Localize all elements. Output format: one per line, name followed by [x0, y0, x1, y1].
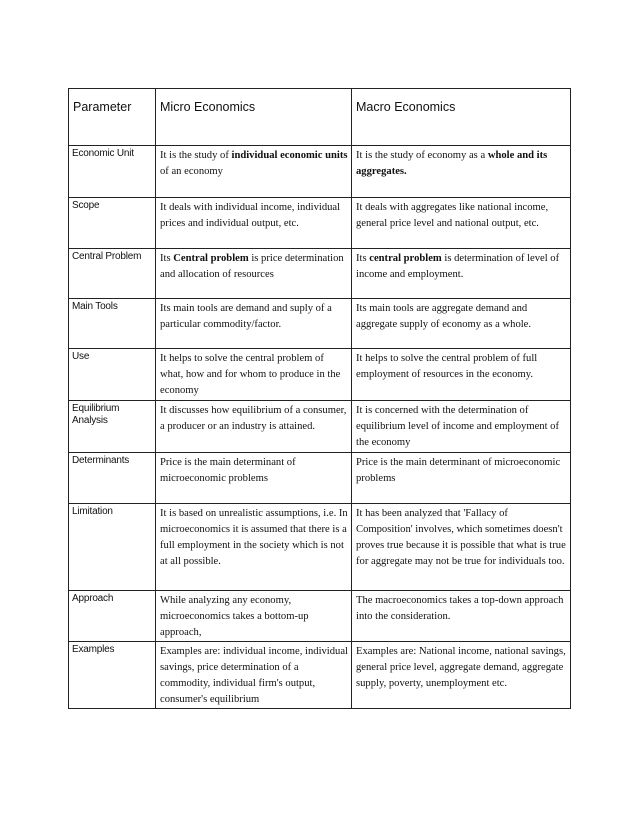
table-row — [69, 299, 571, 349]
cell-text: It is based on unrealistic assumptions, i.e. In microeconomics it is assumed that there is a full employment in the society which is not at all possible. — [160, 508, 348, 567]
micro-cell — [156, 349, 352, 401]
cell-text: Examples are: individual income, individual savings, price determination of a commodity, individual firm's output, consumer's equilibrium — [160, 646, 348, 705]
cell-text: It deals with aggregates like national income, general price level and national output, etc. — [356, 202, 549, 229]
cell-text: It is concerned with the determination of equilibrium level of income and employment of the economy — [356, 405, 559, 448]
macro-cell — [352, 453, 571, 504]
macro-cell — [352, 249, 571, 299]
parameter-cell: Economic Unit — [69, 146, 156, 198]
parameter-cell: Central Problem — [69, 249, 156, 299]
cell-text: Its main tools are demand and suply of a particular commodity/factor. — [160, 303, 332, 330]
cell-text: It is the study of — [160, 150, 232, 161]
macro-cell — [352, 146, 571, 198]
table-row — [69, 642, 571, 709]
macro-cell — [352, 504, 571, 591]
table-row — [69, 198, 571, 249]
cell-text: It helps to solve the central problem of what, how and for whom to produce in the economy — [160, 353, 341, 396]
parameter-cell: Determinants — [69, 453, 156, 504]
micro-cell — [156, 146, 352, 198]
micro-cell — [156, 299, 352, 349]
cell-text: Its main tools are aggregate demand and aggregate supply of economy as a whole. — [356, 303, 532, 330]
parameter-cell: Main Tools — [69, 299, 156, 349]
macro-cell — [352, 642, 571, 709]
micro-cell — [156, 453, 352, 504]
parameter-cell: Use — [69, 349, 156, 401]
micro-cell — [156, 198, 352, 249]
emphasis-text: whole and its aggregates. — [356, 150, 548, 177]
cell-text: It deals with individual income, individual prices and individual output, etc. — [160, 202, 341, 229]
cell-text: Examples are: National income, national savings, general price level, aggregate demand, aggregate supply, poverty, unemployment etc. — [356, 646, 566, 689]
cell-text: Its — [160, 253, 174, 264]
micro-cell — [156, 642, 352, 709]
cell-text: of an economy — [160, 166, 223, 177]
cell-text: Its — [356, 253, 370, 264]
macro-cell — [352, 401, 571, 453]
cell-text: It has been analyzed that 'Fallacy of Composition' involves, which sometimes doesn't proves true because it is possible that what is true for aggregate may not be true for individuals too. — [356, 508, 566, 567]
micro-cell — [156, 504, 352, 591]
header-row — [69, 89, 571, 146]
parameter-cell: Examples — [69, 642, 156, 709]
table-row — [69, 504, 571, 591]
table-row — [69, 349, 571, 401]
emphasis-text: individual economic units — [231, 150, 348, 161]
macro-cell — [352, 299, 571, 349]
table-row — [69, 453, 571, 504]
emphasis-text: Central problem — [173, 253, 249, 264]
table-row — [69, 249, 571, 299]
table-body — [69, 146, 571, 709]
macro-cell — [352, 349, 571, 401]
table-row — [69, 591, 571, 642]
emphasis-text: central problem — [369, 253, 442, 264]
cell-text: is price determination and allocation of resources — [160, 253, 344, 280]
micro-cell — [156, 249, 352, 299]
micro-cell — [156, 591, 352, 642]
cell-text: It is the study of economy as a — [356, 150, 488, 161]
parameter-cell: Equilibrium Analysis — [69, 401, 156, 453]
header-macro-economics: Macro Economics — [352, 89, 571, 146]
parameter-cell: Limitation — [69, 504, 156, 591]
cell-text: It discusses how equilibrium of a consumer, a producer or an industry is attained. — [160, 405, 347, 432]
parameter-cell: Scope — [69, 198, 156, 249]
table-row — [69, 146, 571, 198]
macro-cell — [352, 591, 571, 642]
cell-text: Price is the main determinant of microeconomic problems — [356, 457, 561, 484]
header-parameter: Parameter — [69, 89, 156, 146]
header-micro-economics: Micro Economics — [156, 89, 352, 146]
comparison-sheet — [68, 88, 570, 709]
parameter-cell: Approach — [69, 591, 156, 642]
cell-text: While analyzing any economy, microeconomics takes a bottom-up approach, — [160, 595, 309, 638]
comparison-table — [68, 88, 571, 709]
table-row — [69, 401, 571, 453]
cell-text: The macroeconomics takes a top-down approach into the consideration. — [356, 595, 564, 622]
micro-cell — [156, 401, 352, 453]
macro-cell — [352, 198, 571, 249]
cell-text: Price is the main determinant of microeconomic problems — [160, 457, 296, 484]
cell-text: It helps to solve the central problem of full employment of resources in the economy. — [356, 353, 538, 380]
cell-text: is determination of level of income and employment. — [356, 253, 560, 280]
